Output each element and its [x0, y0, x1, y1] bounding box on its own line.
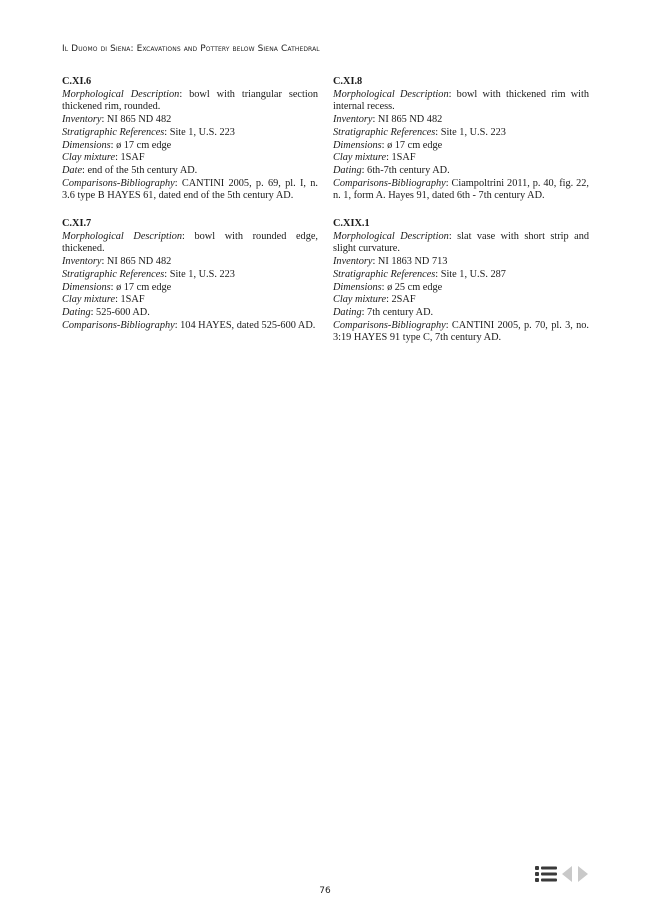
field-label: Clay mixture: [333, 152, 387, 164]
catalogue-columns: [62, 76, 589, 360]
field-value: end of the 5th century AD.: [87, 164, 198, 176]
field-label: Inventory: [333, 256, 373, 268]
field-comparisons-bibliography: Comparisons-Bibliography: CANTINI 2005, p. 70, pl. 3, no. 3:19 HAYES 91 type C, 7th century AD.: [333, 319, 589, 344]
entry-title: C.XI.8: [333, 76, 363, 87]
field-value: bowl with thickened rim with internal recess.: [333, 88, 589, 113]
field-comparisons-bibliography: Comparisons-Bibliography: 104 HAYES, dated 525-600 AD.: [62, 319, 316, 331]
field-label: Comparisons-Bibliography: [333, 319, 446, 331]
field-label: Stratigraphic References: [62, 126, 165, 138]
field-label: Comparisons-Bibliography: [62, 177, 175, 189]
field-value: Site 1, U.S. 223: [440, 126, 506, 138]
field-clay-mixture: Clay mixture: 1SAF: [62, 152, 145, 164]
field-stratigraphic-references: Stratigraphic References: Site 1, U.S. 223: [333, 126, 506, 138]
field-label: Dimensions: [333, 139, 382, 151]
next-page-button[interactable]: [577, 865, 589, 883]
field-label: Morphological Description: [62, 88, 180, 100]
field-value: ø 25 cm edge: [387, 281, 443, 293]
field-dating: Dating: 525-600 AD.: [62, 306, 150, 318]
field-value: CANTINI 2005, p. 69, pl. I, n. 3.6 type B HAYES 61, dated end of the 5th century AD.: [62, 177, 318, 202]
field-value: bowl with triangular section thickened rim, rounded.: [62, 88, 318, 113]
field-value: slat vase with short strip and slight curvature.: [333, 230, 589, 255]
field-label: Dimensions: [62, 281, 111, 293]
toc-list-icon: [535, 865, 557, 883]
field-label: Comparisons-Bibliography: [333, 177, 446, 189]
field-value: 525-600 AD.: [96, 306, 150, 318]
field-value: Site 1, U.S. 223: [169, 126, 235, 138]
next-page-icon: [577, 865, 589, 883]
field-value: bowl with rounded edge, thickened.: [62, 230, 318, 255]
field-value: NI 865 ND 482: [106, 114, 172, 126]
field-dimensions: Dimensions: ø 17 cm edge: [333, 139, 443, 151]
entry-title: C.XIX.1: [333, 218, 370, 230]
field-value: NI 865 ND 482: [106, 256, 172, 268]
running-header: Il Duomo di Siena: Excavations and Pottery below Siena Cathedral: [62, 44, 320, 54]
catalogue-entry-c-xi-8: [333, 76, 589, 203]
field-label: Stratigraphic References: [62, 268, 165, 280]
toc-button[interactable]: [535, 865, 557, 883]
field-comparisons-bibliography: Comparisons-Bibliography: CANTINI 2005, p. 69, pl. I, n. 3.6 type B HAYES 61, dated end of the 5th century AD.: [62, 177, 318, 202]
field-inventory: Inventory: NI 865 ND 482: [62, 114, 172, 126]
previous-page-icon: [561, 865, 573, 883]
field-morphological-description: Morphological Description: bowl with rounded edge, thickened.: [62, 230, 318, 255]
field-value: 7th century AD.: [367, 306, 434, 318]
field-value: NI 865 ND 482: [377, 114, 443, 126]
field-inventory: Inventory: NI 865 ND 482: [62, 256, 172, 268]
field-value: 1SAF: [120, 152, 145, 164]
field-morphological-description: Morphological Description: bowl with triangular section thickened rim, rounded.: [62, 88, 318, 113]
entry-title: C.XI.6: [62, 76, 92, 87]
field-morphological-description: Morphological Description: slat vase with short strip and slight curvature.: [333, 230, 589, 255]
field-label: Clay mixture: [333, 294, 387, 306]
field-value: 2SAF: [391, 294, 416, 306]
field-value: Site 1, U.S. 287: [440, 268, 506, 280]
column-right: [333, 76, 589, 360]
catalogue-entry-c-xi-6: [62, 76, 318, 203]
field-label: Dating: [333, 164, 362, 176]
field-dating: Dating: 7th century AD.: [333, 306, 434, 318]
field-label: Clay mixture: [62, 294, 116, 306]
field-label: Dating: [333, 306, 362, 318]
field-label: Dimensions: [333, 281, 382, 293]
catalogue-entry-c-xix-1: [333, 218, 589, 345]
field-value: CANTINI 2005, p. 70, pl. 3, no. 3:19 HAYES 91 type C, 7th century AD.: [333, 319, 589, 344]
field-value: ø 17 cm edge: [387, 139, 443, 151]
field-dating: Dating: 6th-7th century AD.: [333, 164, 450, 176]
field-value: Ciampoltrini 2011, p. 40, fig. 22, n. 1, form A. Hayes 91, dated 6th - 7th century AD.: [333, 177, 590, 202]
field-date: Date: end of the 5th century AD.: [62, 164, 198, 176]
field-label: Morphological Description: [333, 230, 449, 242]
field-stratigraphic-references: Stratigraphic References: Site 1, U.S. 223: [62, 126, 235, 138]
field-clay-mixture: Clay mixture: 2SAF: [333, 294, 416, 306]
field-value: ø 17 cm edge: [116, 281, 172, 293]
field-value: 1SAF: [391, 152, 416, 164]
field-label: Morphological Description: [62, 230, 183, 242]
field-dimensions: Dimensions: ø 17 cm edge: [62, 139, 172, 151]
field-value: 1SAF: [120, 294, 145, 306]
field-inventory: Inventory: NI 1863 ND 713: [333, 256, 448, 268]
field-stratigraphic-references: Stratigraphic References: Site 1, U.S. 287: [333, 268, 506, 280]
field-value: Site 1, U.S. 223: [169, 268, 235, 280]
field-label: Comparisons-Bibliography: [62, 319, 175, 331]
field-label: Clay mixture: [62, 152, 116, 164]
field-label: Inventory: [62, 256, 102, 268]
field-label: Date: [62, 164, 83, 176]
field-label: Morphological Description: [333, 88, 449, 100]
entry-title: C.XI.7: [62, 218, 92, 230]
field-label: Inventory: [62, 114, 102, 126]
field-label: Dating: [62, 306, 91, 318]
field-value: 104 HAYES, dated 525-600 AD.: [180, 319, 316, 331]
page-number: 76: [319, 886, 331, 896]
field-comparisons-bibliography: Comparisons-Bibliography: Ciampoltrini 2011, p. 40, fig. 22, n. 1, form A. Hayes 91, dated 6th - 7th century AD.: [333, 177, 590, 202]
previous-page-button[interactable]: [561, 865, 573, 883]
field-label: Dimensions: [62, 139, 111, 151]
field-dimensions: Dimensions: ø 17 cm edge: [62, 281, 172, 293]
column-left: [62, 76, 318, 360]
page-navigation: [535, 864, 589, 884]
field-morphological-description: Morphological Description: bowl with thickened rim with internal recess.: [333, 88, 589, 113]
field-label: Stratigraphic References: [333, 126, 436, 138]
field-value: ø 17 cm edge: [116, 139, 172, 151]
field-clay-mixture: Clay mixture: 1SAF: [62, 294, 145, 306]
field-value: 6th-7th century AD.: [367, 164, 450, 176]
field-label: Stratigraphic References: [333, 268, 436, 280]
catalogue-entry-c-xi-7: [62, 218, 318, 332]
field-inventory: Inventory: NI 865 ND 482: [333, 114, 443, 126]
field-label: Inventory: [333, 114, 373, 126]
field-dimensions: Dimensions: ø 25 cm edge: [333, 281, 443, 293]
field-stratigraphic-references: Stratigraphic References: Site 1, U.S. 223: [62, 268, 235, 280]
field-clay-mixture: Clay mixture: 1SAF: [333, 152, 416, 164]
field-value: NI 1863 ND 713: [377, 256, 448, 268]
